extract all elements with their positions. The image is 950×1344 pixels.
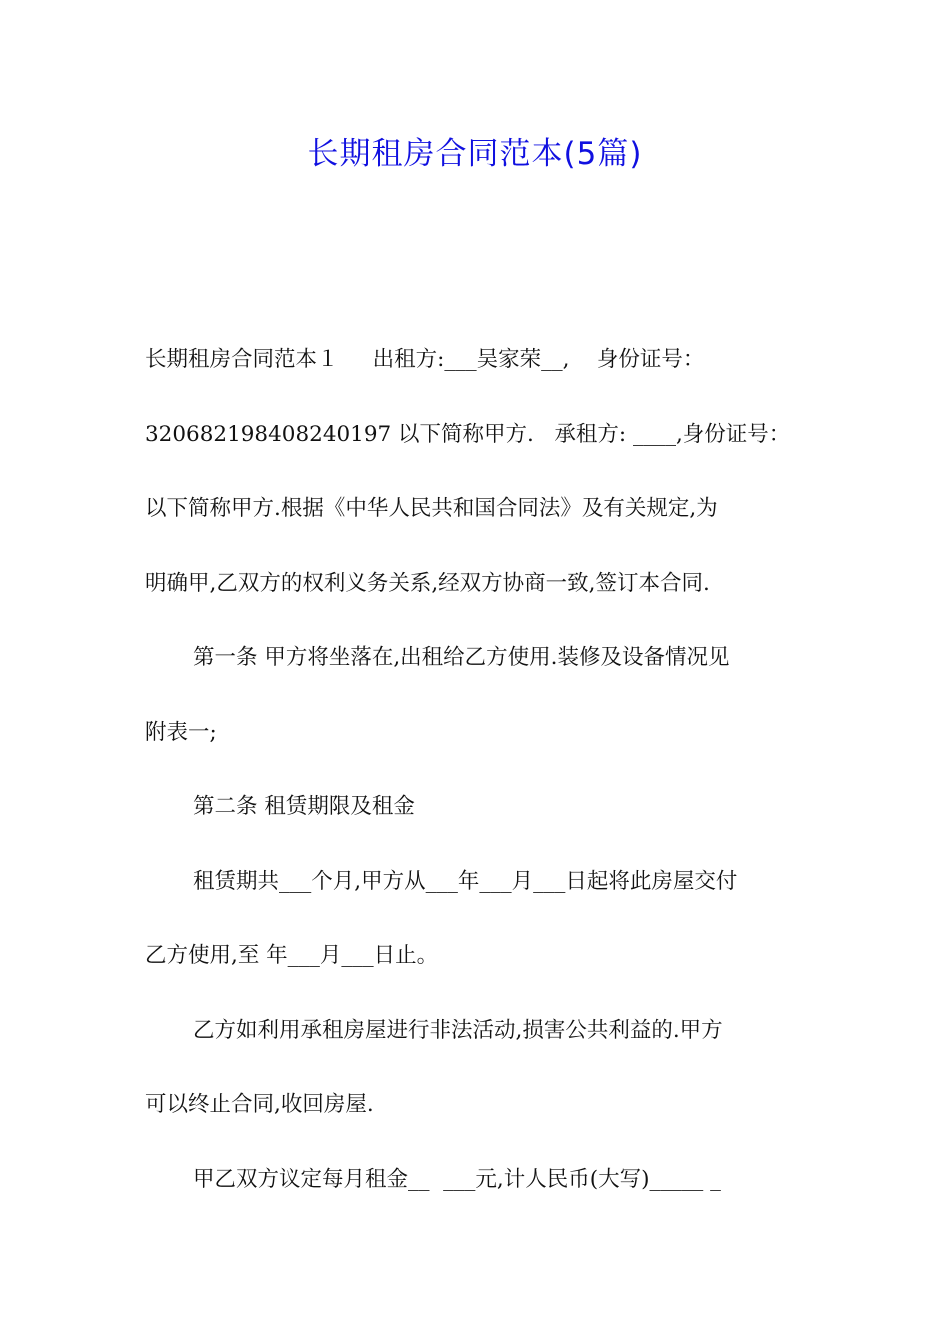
paragraph-line: 租赁期共___个月,甲方从___年___月___日起将此房屋交付: [193, 868, 738, 894]
article-two-heading: 第二条 租赁期限及租金: [193, 794, 415, 819]
paragraph-line: 甲乙双方议定每月租金__ ___元,计人民币(大写)_____ _: [193, 1166, 721, 1192]
document-title: 长期租房合同范本(5篇): [307, 136, 643, 172]
paragraph-line: 乙方如利用承租房屋进行非法活动,损害公共利益的.甲方: [193, 1017, 723, 1043]
paragraph-line: 320682198408240197 以下简称甲方. 承租方: ____,身份证号：: [145, 421, 791, 447]
paragraph-line: 长期租房合同范本１ 出租方:___吴家荣__, 身份证号：: [145, 347, 705, 372]
paragraph-line: 明确甲,乙双方的权利义务关系,经双方协商一致,签订本合同.: [145, 570, 710, 596]
paragraph-line: 附表一;: [145, 719, 217, 745]
paragraph-line: 可以终止合同,收回房屋.: [145, 1092, 374, 1117]
paragraph-line: 乙方使用,至 年___月___日止。: [145, 943, 439, 968]
article-one-line: 第一条 甲方将坐落在,出租给乙方使用.装修及设备情况见: [193, 645, 730, 670]
paragraph-line: 以下简称甲方.根据《中华人民共和国合同法》及有关规定,为: [145, 496, 718, 521]
document-body: [145, 335, 810, 1229]
